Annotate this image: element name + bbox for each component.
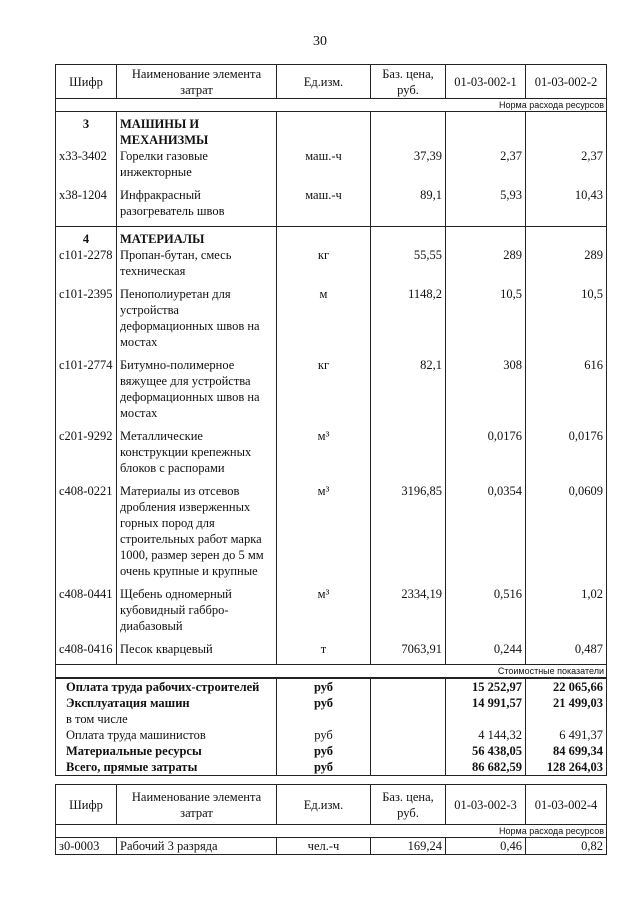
resource-norm-col2: 1,02: [526, 586, 607, 641]
resource-name: Пропан-бутан, смесь техническая: [117, 247, 277, 286]
cost-unit: руб: [277, 743, 371, 759]
resource-code: с101-2774: [56, 357, 117, 428]
resource-name: Битумно-полимерное вяжущее для устройства деформационных швов на мостах: [117, 357, 277, 428]
page-number: 30: [313, 34, 327, 49]
resource-unit: маш.-ч: [277, 148, 371, 187]
resource-norm-col2: 616: [526, 357, 607, 428]
resource-code: с408-0441: [56, 586, 117, 641]
resource-base-price: 37,39: [371, 148, 446, 187]
section-number: 3: [56, 112, 117, 149]
cost-col1: 14 991,57: [446, 695, 526, 711]
resource-code: с408-0221: [56, 483, 117, 586]
resource-base-price: 1148,2: [371, 286, 446, 357]
resource-unit: т: [277, 641, 371, 665]
resource-norm-col1: 289: [446, 247, 526, 286]
cost-col2: 6 491,37: [526, 727, 607, 743]
cost-row: [56, 743, 607, 759]
cost-col2: 22 065,66: [526, 678, 607, 695]
cost-name: Оплата труда рабочих-строителей: [56, 678, 277, 695]
cost-name: Оплата труда машинистов: [56, 727, 277, 743]
resource-norm-col1: 0,0176: [446, 428, 526, 483]
empty-cell: [371, 678, 446, 695]
resource-unit: кг: [277, 247, 371, 286]
resource-norms-table: [55, 64, 607, 776]
header-name: Наименование элемента затрат: [117, 65, 277, 99]
table-row: [56, 247, 607, 286]
resource-norm-col1: 0,244: [446, 641, 526, 665]
resource-code: х38-1204: [56, 187, 117, 227]
cost-col2: 84 699,34: [526, 743, 607, 759]
table-row: [56, 641, 607, 665]
resource-base-price: 169,24: [371, 838, 446, 855]
cost-label-row: [56, 665, 607, 679]
cost-row: [56, 759, 607, 776]
cost-col1: 86 682,59: [446, 759, 526, 776]
resource-unit: м³: [277, 483, 371, 586]
cost-row: [56, 678, 607, 695]
cost-row: [56, 711, 607, 727]
header-col1: 01-03-002-1: [446, 65, 526, 99]
resource-base-price: 7063,91: [371, 641, 446, 665]
resource-code: с101-2395: [56, 286, 117, 357]
cost-row: [56, 695, 607, 711]
resource-norm-col2: 2,37: [526, 148, 607, 187]
empty-cell: [446, 112, 526, 149]
table-row: [56, 148, 607, 187]
resource-name: Металлические конструкции крепежных блоков с распорами: [117, 428, 277, 483]
resource-base-price: [371, 428, 446, 483]
empty-cell: [371, 227, 446, 248]
header2-base-price: Баз. цена, руб.: [371, 785, 446, 825]
resource-unit: маш.-ч: [277, 187, 371, 227]
resource-unit: чел.-ч: [277, 838, 371, 855]
resource-base-price: 3196,85: [371, 483, 446, 586]
cost-col1: 56 438,05: [446, 743, 526, 759]
resource-code: с201-9292: [56, 428, 117, 483]
resource-name: Рабочий 3 разряда: [117, 838, 277, 855]
resource-unit: кг: [277, 357, 371, 428]
cost-label: Стоимостные показатели: [56, 665, 607, 679]
resource-name: Пенополиуретан для устройства деформационных швов на мостах: [117, 286, 277, 357]
cost-col2: [526, 711, 607, 727]
empty-cell: [371, 743, 446, 759]
resource-unit: м³: [277, 428, 371, 483]
empty-cell: [277, 112, 371, 149]
header-code: Шифр: [56, 65, 117, 99]
resource-name: Песок кварцевый: [117, 641, 277, 665]
resource-norm-col2: 289: [526, 247, 607, 286]
resource-unit: м: [277, 286, 371, 357]
header2-col2: 01-03-002-4: [526, 785, 607, 825]
resource-code: з0-0003: [56, 838, 117, 855]
header-unit: Ед.изм.: [277, 65, 371, 99]
table-row: [56, 483, 607, 586]
cost-unit: руб: [277, 727, 371, 743]
resource-norm-col1: 2,37: [446, 148, 526, 187]
table-row: [56, 428, 607, 483]
resource-norm-col2: 10,43: [526, 187, 607, 227]
resource-code: с101-2278: [56, 247, 117, 286]
resource-norm-col2: 10,5: [526, 286, 607, 357]
resource-base-price: 89,1: [371, 187, 446, 227]
empty-cell: [526, 227, 607, 248]
cost-name: в том числе: [56, 711, 277, 727]
table-row: [56, 586, 607, 641]
section-header-row: [56, 112, 607, 149]
resource-norm-col2: 0,487: [526, 641, 607, 665]
cost-name: Материальные ресурсы: [56, 743, 277, 759]
resource-base-price: 2334,19: [371, 586, 446, 641]
resource-norm-col1: 0,46: [446, 838, 526, 855]
resource-name: Инфракрасный разогреватель швов: [117, 187, 277, 227]
empty-cell: [371, 727, 446, 743]
resource-base-price: 55,55: [371, 247, 446, 286]
table-header-row: [56, 65, 607, 99]
resource-norm-col1: 308: [446, 357, 526, 428]
empty-cell: [446, 227, 526, 248]
costs-body: [56, 678, 607, 776]
header2-code: Шифр: [56, 785, 117, 825]
resource-name: Щебень одномерный кубовидный габбро-диабазовый: [117, 586, 277, 641]
section-title: МАТЕРИАЛЫ: [117, 227, 277, 248]
table-row: [56, 286, 607, 357]
resource-norm-col1: 0,0354: [446, 483, 526, 586]
cost-row: [56, 727, 607, 743]
table-row: [56, 187, 607, 227]
empty-cell: [371, 711, 446, 727]
cost-unit: [277, 711, 371, 727]
norm2-label: Норма расхода ресурсов: [56, 825, 607, 838]
cost-name: Всего, прямые затраты: [56, 759, 277, 776]
resource-norm-col1: 5,93: [446, 187, 526, 227]
resource-base-price: 82,1: [371, 357, 446, 428]
cost-col2: 128 264,03: [526, 759, 607, 776]
header2-unit: Ед.изм.: [277, 785, 371, 825]
cost-unit: руб: [277, 695, 371, 711]
resource-name: Горелки газовые инжекторные: [117, 148, 277, 187]
cost-unit: руб: [277, 678, 371, 695]
cost-col1: 15 252,97: [446, 678, 526, 695]
resource-norm-col2: 0,0176: [526, 428, 607, 483]
resource-unit: м³: [277, 586, 371, 641]
table-row: [56, 838, 607, 855]
resource-norm-col2: 0,82: [526, 838, 607, 855]
empty-cell: [371, 695, 446, 711]
cost-name: Эксплуатация машин: [56, 695, 277, 711]
resource-name: Материалы из отсевов дробления изверженных горных пород для строительных работ марка 1000, размер зерен до 5 мм очень крупные и крупные: [117, 483, 277, 586]
empty-cell: [371, 759, 446, 776]
section-number: 4: [56, 227, 117, 248]
norm2-row: [56, 825, 607, 838]
empty-cell: [277, 227, 371, 248]
header-base-price: Баз. цена, руб.: [371, 65, 446, 99]
header2-name: Наименование элемента затрат: [117, 785, 277, 825]
resource-norm-col1: 10,5: [446, 286, 526, 357]
header2-col1: 01-03-002-3: [446, 785, 526, 825]
cost-col2: 21 499,03: [526, 695, 607, 711]
resource-code: с408-0416: [56, 641, 117, 665]
cost-unit: руб: [277, 759, 371, 776]
resource-norms-table-2: [55, 784, 607, 855]
header-col2: 01-03-002-2: [526, 65, 607, 99]
norm-label: Норма расхода ресурсов: [56, 99, 607, 112]
table2-header-row: [56, 785, 607, 825]
norm-row: [56, 99, 607, 112]
table-row: [56, 357, 607, 428]
empty-cell: [526, 112, 607, 149]
table2-body: [56, 838, 607, 855]
resource-code: х33-3402: [56, 148, 117, 187]
sections-body: [56, 112, 607, 665]
cost-col1: [446, 711, 526, 727]
section-header-row: [56, 227, 607, 248]
resource-norm-col2: 0,0609: [526, 483, 607, 586]
resource-norm-col1: 0,516: [446, 586, 526, 641]
empty-cell: [371, 112, 446, 149]
cost-col1: 4 144,32: [446, 727, 526, 743]
section-title: МАШИНЫ И МЕХАНИЗМЫ: [117, 112, 277, 149]
